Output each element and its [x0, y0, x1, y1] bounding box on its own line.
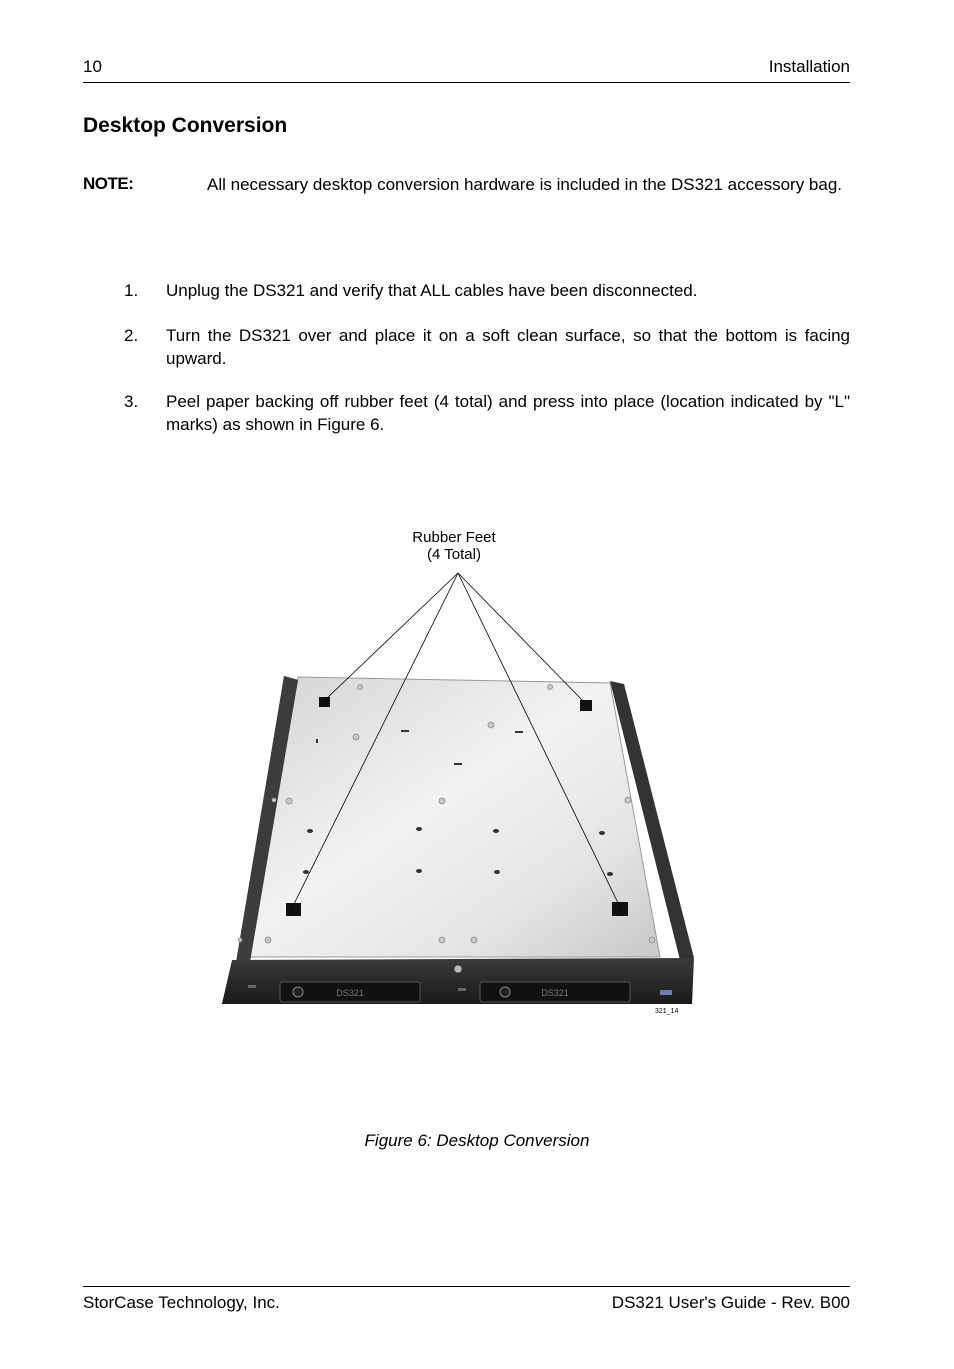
callout-line-2: (4 Total) [427, 546, 481, 563]
page-number: 10 [83, 57, 102, 76]
rubber-foot-top-left [319, 697, 330, 707]
page-title: Desktop Conversion [83, 114, 288, 137]
section-title: Installation [768, 57, 850, 76]
step-text: Unplug the DS321 and verify that ALL cables have been disconnected. [166, 281, 698, 300]
drive-label-right: DS321 [541, 988, 569, 998]
footer-company: StorCase Technology, Inc. [83, 1293, 280, 1312]
step-number: 2. [124, 326, 139, 345]
drive-key-right [500, 987, 510, 997]
note-text: All necessary desktop conversion hardware is included in the DS321 accessory bag. [207, 175, 843, 194]
rubber-foot-top-right [580, 700, 592, 711]
led-center [458, 988, 466, 991]
step-text: Peel paper backing off rubber feet (4 total) and press into place (location indicated by "L" marks) as shown in Figure 6. [166, 392, 850, 434]
center-screw [454, 965, 462, 973]
footer-rule [83, 1286, 850, 1287]
led-left [248, 985, 256, 988]
bottom-plate [248, 677, 660, 957]
figure-caption: Figure 6: Desktop Conversion [364, 1131, 590, 1150]
footer-guide: DS321 User's Guide - Rev. B00 [611, 1293, 850, 1312]
note-label: NOTE: [83, 174, 134, 193]
step-number: 3. [124, 392, 139, 411]
callout-line-1: Rubber Feet [412, 529, 496, 546]
figure-code: 321_14 [655, 1008, 679, 1015]
step-number: 1. [124, 281, 139, 300]
led-right [660, 990, 672, 995]
step-text: Turn the DS321 over and place it on a soft clean surface, so that the bottom is facing upward. [166, 326, 850, 368]
rubber-foot-bottom-right [612, 902, 628, 916]
drive-label-left: DS321 [336, 988, 364, 998]
drive-key-left [293, 987, 303, 997]
